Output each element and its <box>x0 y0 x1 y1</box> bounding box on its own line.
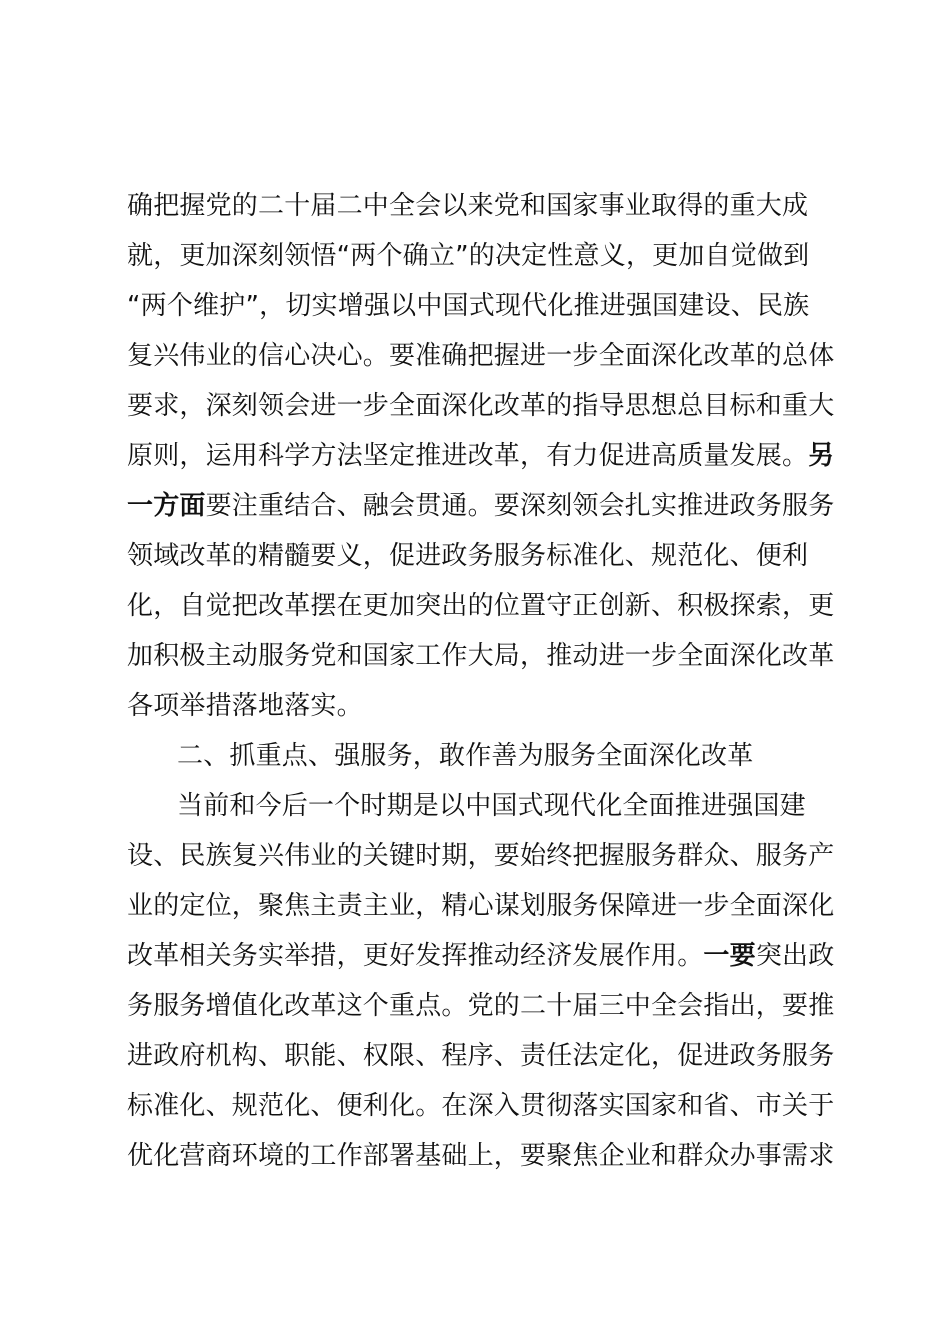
text-line: 务服务增值化改革这个重点。党的二十届三中全会指出，要推 <box>127 991 835 1021</box>
text-line: 就，更加深刻领悟“两个确立”的决定性意义，更加自觉做到 <box>127 241 810 271</box>
text-line: 加积极主动服务党和国家工作大局，推动进一步全面深化改革 <box>127 641 835 671</box>
text-line: 要求，深刻领会进一步全面深化改革的指导思想总目标和重大 <box>127 391 835 421</box>
text-line: 化，自觉把改革摆在更加突出的位置守正创新、积极探索，更 <box>127 591 835 621</box>
text-line: 优化营商环境的工作部署基础上，要聚焦企业和群众办事需求 <box>127 1141 835 1171</box>
text-line: 改革相关务实举措，更好发挥推动经济发展作用。一要突出政 <box>127 941 835 971</box>
bold-emphasis: 一方面 <box>127 491 206 521</box>
text-line: 进政府机构、职能、权限、程序、责任法定化，促进政务服务 <box>127 1041 835 1071</box>
text-line: 领域改革的精髓要义，促进政务服务标准化、规范化、便利 <box>127 541 809 571</box>
text-line: 一方面要注重结合、融会贯通。要深刻领会扎实推进政务服务 <box>127 491 835 521</box>
text-line: 设、民族复兴伟业的关键时期，要始终把握服务群众、服务产 <box>127 841 835 871</box>
text-line: 原则，运用科学方法坚定推进改革，有力促进高质量发展。另 <box>127 441 835 471</box>
text-line: “两个维护”，切实增强以中国式现代化推进强国建设、民族 <box>127 291 810 321</box>
section-heading: 二、抓重点、强服务，敢作善为服务全面深化改革 <box>177 741 754 771</box>
text-line: 复兴伟业的信心决心。要准确把握进一步全面深化改革的总体 <box>127 341 835 371</box>
bold-emphasis: 另 <box>808 441 835 471</box>
text-line: 各项举措落地落实。 <box>127 691 363 721</box>
bold-emphasis: 一要 <box>703 941 756 971</box>
paragraph-first-line: 当前和今后一个时期是以中国式现代化全面推进强国建 <box>177 791 806 821</box>
text-line: 标准化、规范化、便利化。在深入贯彻落实国家和省、市关于 <box>127 1091 835 1121</box>
text-line: 确把握党的二十届二中全会以来党和国家事业取得的重大成 <box>127 191 809 221</box>
text-line: 业的定位，聚焦主责主业，精心谋划服务保障进一步全面深化 <box>127 891 835 921</box>
